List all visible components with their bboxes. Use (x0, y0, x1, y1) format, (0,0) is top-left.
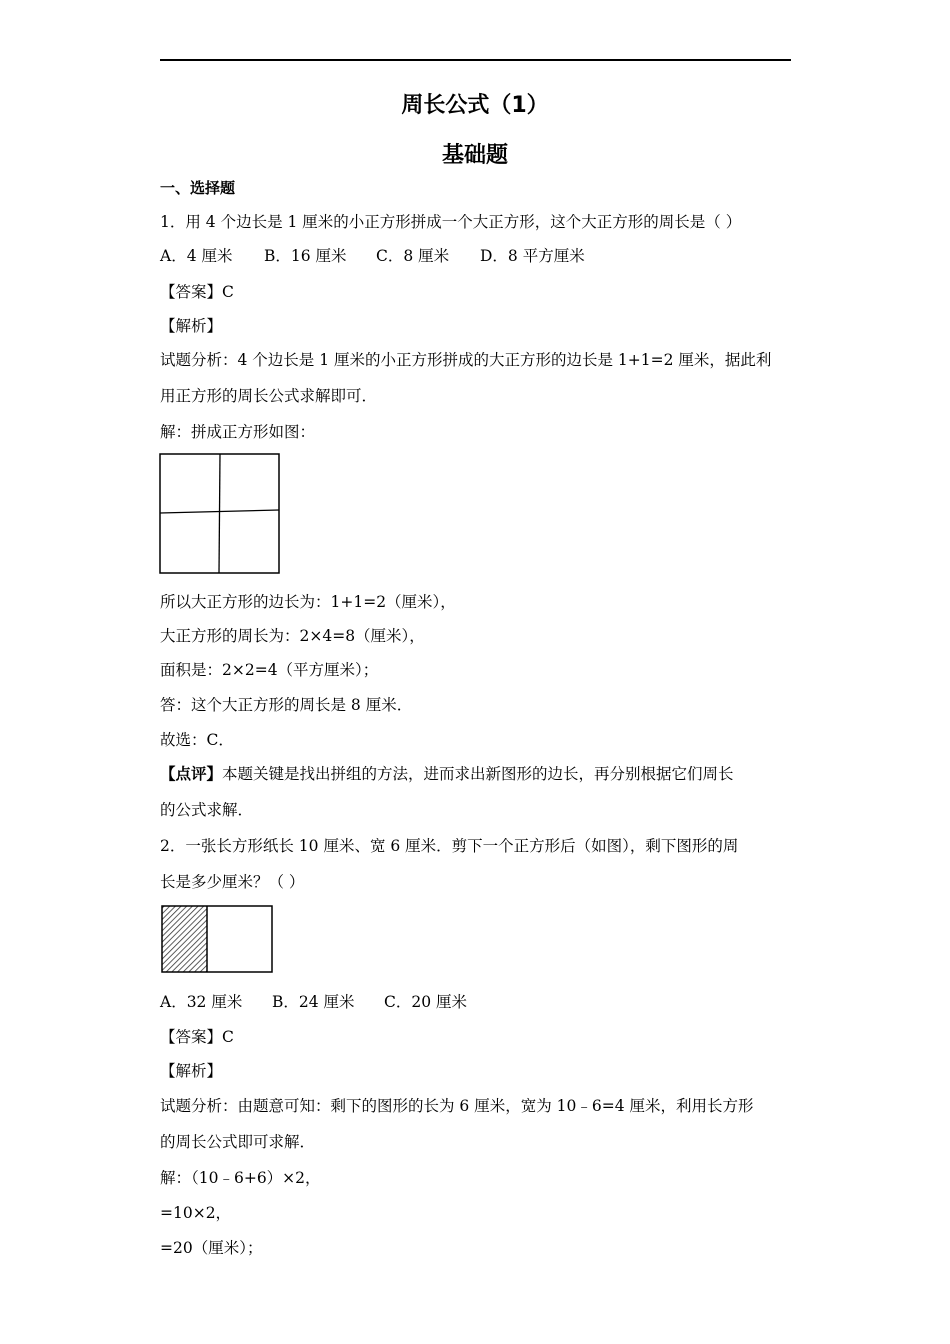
q2-analysis-head: 【解析】 (160, 1062, 223, 1080)
q1-analysis-line-2: 用正方形的周长公式求解即可． (160, 387, 378, 405)
q1-comment-line-1 (160, 764, 734, 784)
q2-analysis-line-2: 的周长公式即可求解． (160, 1133, 316, 1151)
q2-step-3: =20（厘米）； (160, 1239, 263, 1257)
page-title: 周长公式（1） (401, 93, 549, 118)
q1-stem: 1．用 4 个边长是 1 厘米的小正方形拼成一个大正方形，这个大正方形的周长是（ ） (160, 213, 742, 231)
q2-option-b: B．24 厘米 (272, 993, 355, 1011)
section-heading: 一、选择题 (160, 179, 236, 197)
q1-analysis-line-1: 试题分析：4 个边长是 1 厘米的小正方形拼成的大正方形的边长是 1+1=2 厘米，据此利 (160, 351, 772, 369)
header-rule (160, 59, 791, 61)
q1-answer: 【答案】C (160, 283, 234, 301)
q1-solution-intro: 解：拼成正方形如图： (160, 423, 316, 441)
q1-choose: 故选：C． (160, 731, 234, 749)
square-grid-figure (159, 453, 281, 575)
rectangle-cut-figure (160, 904, 274, 974)
q1-step-4: 答：这个大正方形的周长是 8 厘米． (160, 696, 413, 714)
q1-option-c: C．8 厘米 (376, 247, 450, 265)
page-subtitle: 基础题 (441, 143, 508, 168)
q2-options (160, 992, 467, 1012)
q1-step-2: 大正方形的周长为：2×4=8（厘米）， (160, 627, 425, 645)
q1-option-b: B．16 厘米 (264, 247, 347, 265)
q2-option-a: A．32 厘米 (160, 993, 243, 1011)
q1-comment-text: 本题关键是找出拼组的方法，进而求出新图形的边长，再分别根据它们周长 (222, 765, 734, 783)
q2-answer: 【答案】C (160, 1028, 234, 1046)
q2-stem-line-1: 2．一张长方形纸长 10 厘米、宽 6 厘米．剪下一个正方形后（如图），剩下图形的周 (160, 837, 739, 855)
cut-square-hatched (162, 906, 207, 972)
q1-step-1: 所以大正方形的边长为：1+1=2（厘米）， (160, 593, 456, 611)
q1-comment-label: 【点评】 (160, 765, 223, 783)
q1-option-d: D．8 平方厘米 (480, 247, 585, 265)
q2-analysis-line-1: 试题分析：由题意可知：剩下的图形的长为 6 厘米，宽为 10﹣6=4 厘米，利用长方形 (160, 1097, 754, 1115)
q2-option-c: C．20 厘米 (384, 993, 468, 1011)
q1-analysis-head: 【解析】 (160, 317, 223, 335)
q2-step-1: 解：（10﹣6+6）×2， (160, 1169, 321, 1187)
q2-stem-line-2: 长是多少厘米？（ ） (160, 873, 305, 891)
q1-comment-line-2: 的公式求解． (160, 801, 254, 819)
q1-step-3: 面积是：2×2=4（平方厘米）； (160, 661, 379, 679)
vertical-divider (219, 454, 220, 573)
q1-options (160, 246, 585, 266)
q1-option-a: A．4 厘米 (160, 247, 233, 265)
q2-step-2: =10×2， (160, 1204, 232, 1222)
